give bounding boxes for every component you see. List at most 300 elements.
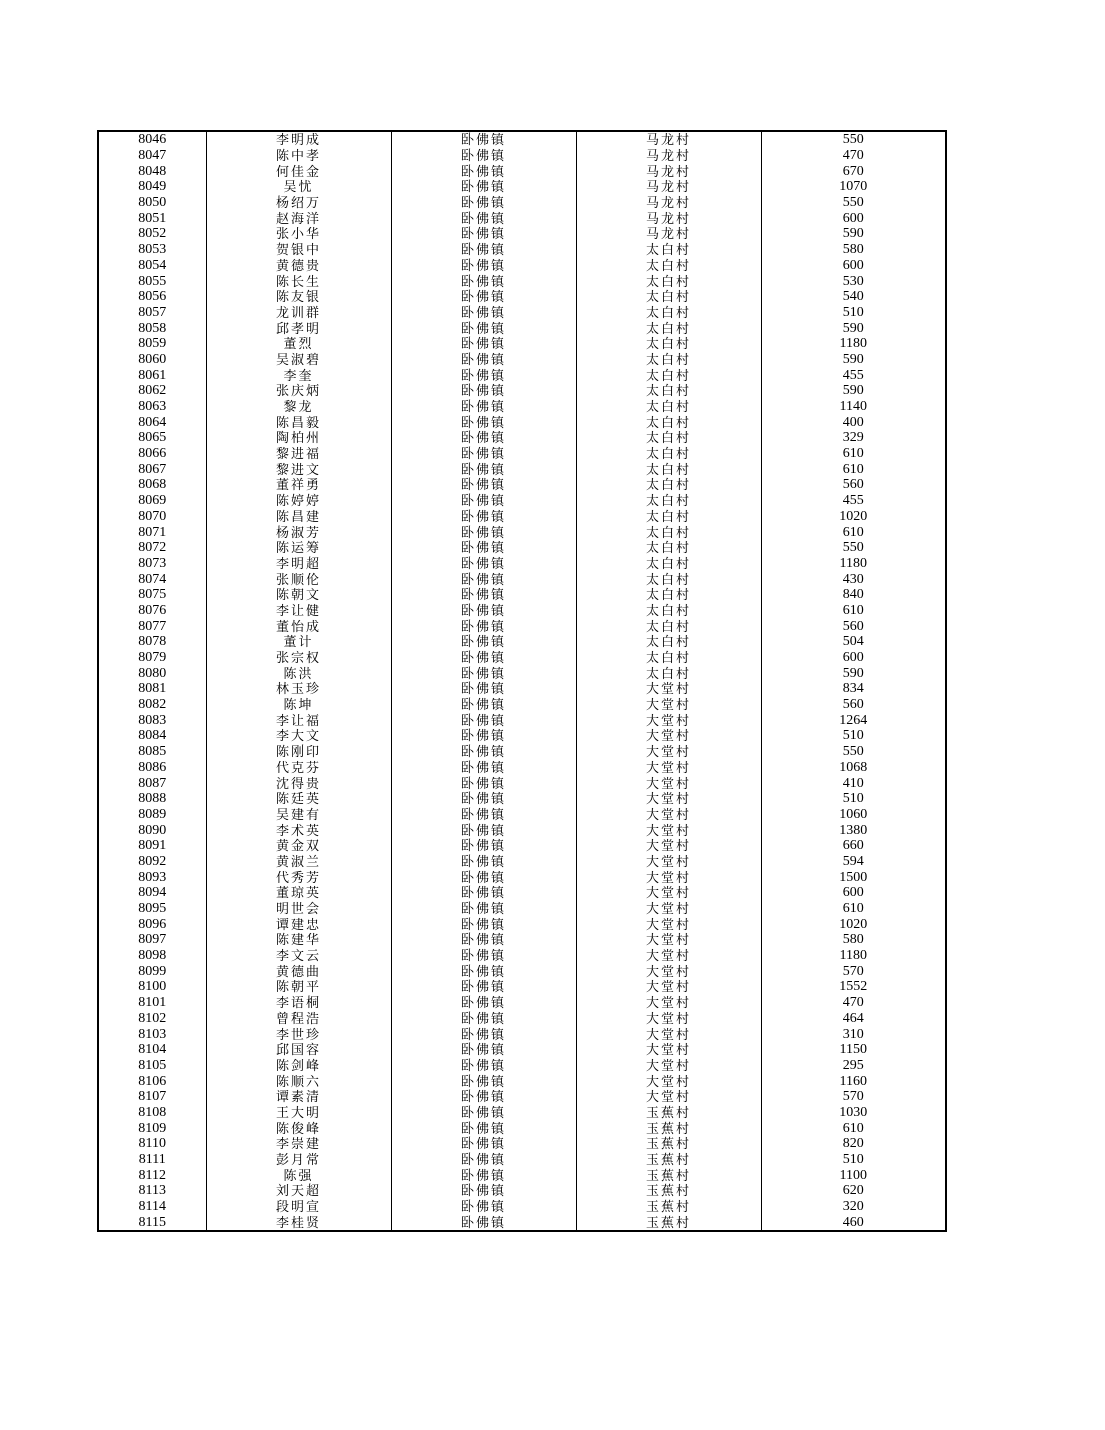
town-cell: 卧佛镇 xyxy=(391,352,576,368)
town-cell: 卧佛镇 xyxy=(391,760,576,776)
village-cell: 太白村 xyxy=(576,665,761,681)
town-cell: 卧佛镇 xyxy=(391,995,576,1011)
town-cell: 卧佛镇 xyxy=(391,854,576,870)
village-cell: 玉蕉村 xyxy=(576,1167,761,1183)
name-cell: 黄德贵 xyxy=(206,258,391,274)
amount-cell: 510 xyxy=(761,1152,946,1168)
table-row xyxy=(98,195,946,211)
row-id-cell: 8051 xyxy=(98,210,206,226)
amount-cell: 590 xyxy=(761,352,946,368)
amount-cell: 570 xyxy=(761,1089,946,1105)
village-cell: 太白村 xyxy=(576,509,761,525)
table-row xyxy=(98,336,946,352)
amount-cell: 320 xyxy=(761,1199,946,1215)
village-cell: 太白村 xyxy=(576,650,761,666)
amount-cell: 1150 xyxy=(761,1042,946,1058)
amount-cell: 590 xyxy=(761,383,946,399)
village-cell: 太白村 xyxy=(576,414,761,430)
town-cell: 卧佛镇 xyxy=(391,509,576,525)
table-row xyxy=(98,461,946,477)
amount-cell: 550 xyxy=(761,540,946,556)
town-cell: 卧佛镇 xyxy=(391,461,576,477)
amount-cell: 1552 xyxy=(761,979,946,995)
amount-cell: 455 xyxy=(761,367,946,383)
table-row xyxy=(98,916,946,932)
village-cell: 大堂村 xyxy=(576,697,761,713)
name-cell: 邱国容 xyxy=(206,1042,391,1058)
village-cell: 大堂村 xyxy=(576,916,761,932)
row-id-cell: 8074 xyxy=(98,571,206,587)
village-cell: 大堂村 xyxy=(576,932,761,948)
town-cell: 卧佛镇 xyxy=(391,446,576,462)
table-row xyxy=(98,932,946,948)
town-cell: 卧佛镇 xyxy=(391,336,576,352)
table-row xyxy=(98,634,946,650)
town-cell: 卧佛镇 xyxy=(391,979,576,995)
name-cell: 李让福 xyxy=(206,712,391,728)
village-cell: 太白村 xyxy=(576,273,761,289)
table-row xyxy=(98,963,946,979)
row-id-cell: 8090 xyxy=(98,822,206,838)
town-cell: 卧佛镇 xyxy=(391,1199,576,1215)
town-cell: 卧佛镇 xyxy=(391,414,576,430)
table-row xyxy=(98,1167,946,1183)
village-cell: 大堂村 xyxy=(576,854,761,870)
town-cell: 卧佛镇 xyxy=(391,258,576,274)
town-cell: 卧佛镇 xyxy=(391,728,576,744)
row-id-cell: 8107 xyxy=(98,1089,206,1105)
amount-cell: 560 xyxy=(761,697,946,713)
amount-cell: 550 xyxy=(761,131,946,148)
amount-cell: 550 xyxy=(761,744,946,760)
row-id-cell: 8076 xyxy=(98,603,206,619)
table-row xyxy=(98,775,946,791)
amount-cell: 600 xyxy=(761,650,946,666)
table-row xyxy=(98,854,946,870)
table-row xyxy=(98,446,946,462)
amount-cell: 540 xyxy=(761,289,946,305)
table-row xyxy=(98,885,946,901)
name-cell: 张小华 xyxy=(206,226,391,242)
name-cell: 陈朝平 xyxy=(206,979,391,995)
amount-cell: 510 xyxy=(761,305,946,321)
amount-cell: 610 xyxy=(761,603,946,619)
row-id-cell: 8097 xyxy=(98,932,206,948)
amount-cell: 594 xyxy=(761,854,946,870)
amount-cell: 560 xyxy=(761,477,946,493)
village-cell: 太白村 xyxy=(576,634,761,650)
name-cell: 代秀芳 xyxy=(206,869,391,885)
table-row xyxy=(98,1199,946,1215)
name-cell: 李明超 xyxy=(206,556,391,572)
table-row xyxy=(98,148,946,164)
name-cell: 明世会 xyxy=(206,901,391,917)
name-cell: 吴忧 xyxy=(206,179,391,195)
table-row xyxy=(98,744,946,760)
row-id-cell: 8091 xyxy=(98,838,206,854)
town-cell: 卧佛镇 xyxy=(391,822,576,838)
amount-cell: 550 xyxy=(761,195,946,211)
table-row xyxy=(98,697,946,713)
row-id-cell: 8106 xyxy=(98,1073,206,1089)
name-cell: 沈得贵 xyxy=(206,775,391,791)
village-cell: 太白村 xyxy=(576,540,761,556)
table-row xyxy=(98,1214,946,1231)
town-cell: 卧佛镇 xyxy=(391,1152,576,1168)
name-cell: 李世珍 xyxy=(206,1026,391,1042)
town-cell: 卧佛镇 xyxy=(391,131,576,148)
amount-cell: 430 xyxy=(761,571,946,587)
town-cell: 卧佛镇 xyxy=(391,1089,576,1105)
village-cell: 大堂村 xyxy=(576,791,761,807)
row-id-cell: 8101 xyxy=(98,995,206,1011)
town-cell: 卧佛镇 xyxy=(391,744,576,760)
town-cell: 卧佛镇 xyxy=(391,556,576,572)
table-row xyxy=(98,493,946,509)
row-id-cell: 8089 xyxy=(98,807,206,823)
amount-cell: 580 xyxy=(761,242,946,258)
town-cell: 卧佛镇 xyxy=(391,540,576,556)
row-id-cell: 8077 xyxy=(98,618,206,634)
name-cell: 代克芬 xyxy=(206,760,391,776)
village-cell: 太白村 xyxy=(576,258,761,274)
village-cell: 大堂村 xyxy=(576,1011,761,1027)
row-id-cell: 8046 xyxy=(98,131,206,148)
name-cell: 黄淑兰 xyxy=(206,854,391,870)
town-cell: 卧佛镇 xyxy=(391,916,576,932)
town-cell: 卧佛镇 xyxy=(391,524,576,540)
row-id-cell: 8056 xyxy=(98,289,206,305)
town-cell: 卧佛镇 xyxy=(391,571,576,587)
row-id-cell: 8054 xyxy=(98,258,206,274)
table-row xyxy=(98,210,946,226)
table-row xyxy=(98,320,946,336)
table-row xyxy=(98,1026,946,1042)
town-cell: 卧佛镇 xyxy=(391,1042,576,1058)
amount-cell: 834 xyxy=(761,681,946,697)
amount-cell: 510 xyxy=(761,728,946,744)
table-row xyxy=(98,791,946,807)
town-cell: 卧佛镇 xyxy=(391,383,576,399)
name-cell: 黄德曲 xyxy=(206,963,391,979)
village-cell: 大堂村 xyxy=(576,901,761,917)
name-cell: 吴淑碧 xyxy=(206,352,391,368)
row-id-cell: 8111 xyxy=(98,1152,206,1168)
name-cell: 刘天超 xyxy=(206,1183,391,1199)
village-cell: 大堂村 xyxy=(576,948,761,964)
row-id-cell: 8105 xyxy=(98,1058,206,1074)
row-id-cell: 8060 xyxy=(98,352,206,368)
amount-cell: 504 xyxy=(761,634,946,650)
amount-cell: 610 xyxy=(761,901,946,917)
village-cell: 太白村 xyxy=(576,477,761,493)
table-row xyxy=(98,712,946,728)
name-cell: 董怡成 xyxy=(206,618,391,634)
row-id-cell: 8057 xyxy=(98,305,206,321)
row-id-cell: 8113 xyxy=(98,1183,206,1199)
amount-cell: 590 xyxy=(761,320,946,336)
village-cell: 大堂村 xyxy=(576,1073,761,1089)
row-id-cell: 8095 xyxy=(98,901,206,917)
name-cell: 贺银中 xyxy=(206,242,391,258)
name-cell: 董计 xyxy=(206,634,391,650)
table-row xyxy=(98,477,946,493)
village-cell: 大堂村 xyxy=(576,744,761,760)
village-cell: 玉蕉村 xyxy=(576,1199,761,1215)
row-id-cell: 8061 xyxy=(98,367,206,383)
row-id-cell: 8078 xyxy=(98,634,206,650)
table-row xyxy=(98,618,946,634)
table-row xyxy=(98,258,946,274)
town-cell: 卧佛镇 xyxy=(391,665,576,681)
town-cell: 卧佛镇 xyxy=(391,932,576,948)
amount-cell: 1070 xyxy=(761,179,946,195)
village-cell: 大堂村 xyxy=(576,885,761,901)
name-cell: 张顺伦 xyxy=(206,571,391,587)
village-cell: 玉蕉村 xyxy=(576,1120,761,1136)
town-cell: 卧佛镇 xyxy=(391,320,576,336)
row-id-cell: 8055 xyxy=(98,273,206,289)
village-cell: 大堂村 xyxy=(576,1026,761,1042)
name-cell: 邱孝明 xyxy=(206,320,391,336)
village-cell: 大堂村 xyxy=(576,822,761,838)
table-row xyxy=(98,603,946,619)
amount-cell: 670 xyxy=(761,163,946,179)
town-cell: 卧佛镇 xyxy=(391,1073,576,1089)
village-cell: 大堂村 xyxy=(576,838,761,854)
row-id-cell: 8073 xyxy=(98,556,206,572)
village-cell: 太白村 xyxy=(576,430,761,446)
row-id-cell: 8052 xyxy=(98,226,206,242)
table-body xyxy=(98,131,946,1231)
name-cell: 李桂贤 xyxy=(206,1214,391,1231)
village-cell: 大堂村 xyxy=(576,775,761,791)
name-cell: 陈昌毅 xyxy=(206,414,391,430)
row-id-cell: 8050 xyxy=(98,195,206,211)
village-cell: 玉蕉村 xyxy=(576,1214,761,1231)
town-cell: 卧佛镇 xyxy=(391,477,576,493)
row-id-cell: 8085 xyxy=(98,744,206,760)
village-cell: 大堂村 xyxy=(576,963,761,979)
table-row xyxy=(98,1183,946,1199)
town-cell: 卧佛镇 xyxy=(391,681,576,697)
amount-cell: 580 xyxy=(761,932,946,948)
village-cell: 马龙村 xyxy=(576,210,761,226)
amount-cell: 464 xyxy=(761,1011,946,1027)
row-id-cell: 8114 xyxy=(98,1199,206,1215)
name-cell: 陶柏州 xyxy=(206,430,391,446)
village-cell: 大堂村 xyxy=(576,760,761,776)
amount-cell: 610 xyxy=(761,446,946,462)
name-cell: 李语桐 xyxy=(206,995,391,1011)
town-cell: 卧佛镇 xyxy=(391,697,576,713)
row-id-cell: 8110 xyxy=(98,1136,206,1152)
amount-cell: 600 xyxy=(761,885,946,901)
name-cell: 曾程浩 xyxy=(206,1011,391,1027)
name-cell: 王大明 xyxy=(206,1105,391,1121)
amount-cell: 329 xyxy=(761,430,946,446)
name-cell: 陈友银 xyxy=(206,289,391,305)
row-id-cell: 8067 xyxy=(98,461,206,477)
town-cell: 卧佛镇 xyxy=(391,195,576,211)
amount-cell: 590 xyxy=(761,665,946,681)
village-cell: 太白村 xyxy=(576,242,761,258)
village-cell: 太白村 xyxy=(576,587,761,603)
row-id-cell: 8098 xyxy=(98,948,206,964)
amount-cell: 820 xyxy=(761,1136,946,1152)
town-cell: 卧佛镇 xyxy=(391,603,576,619)
town-cell: 卧佛镇 xyxy=(391,1167,576,1183)
town-cell: 卧佛镇 xyxy=(391,885,576,901)
amount-cell: 455 xyxy=(761,493,946,509)
village-cell: 太白村 xyxy=(576,336,761,352)
table-row xyxy=(98,430,946,446)
name-cell: 彭月常 xyxy=(206,1152,391,1168)
amount-cell: 470 xyxy=(761,148,946,164)
town-cell: 卧佛镇 xyxy=(391,1026,576,1042)
amount-cell: 610 xyxy=(761,461,946,477)
town-cell: 卧佛镇 xyxy=(391,226,576,242)
town-cell: 卧佛镇 xyxy=(391,210,576,226)
town-cell: 卧佛镇 xyxy=(391,650,576,666)
table-row xyxy=(98,163,946,179)
table-row xyxy=(98,1152,946,1168)
amount-cell: 570 xyxy=(761,963,946,979)
table-row xyxy=(98,509,946,525)
village-cell: 大堂村 xyxy=(576,995,761,1011)
table-row xyxy=(98,995,946,1011)
row-id-cell: 8070 xyxy=(98,509,206,525)
town-cell: 卧佛镇 xyxy=(391,838,576,854)
row-id-cell: 8086 xyxy=(98,760,206,776)
name-cell: 李让健 xyxy=(206,603,391,619)
amount-cell: 460 xyxy=(761,1214,946,1231)
name-cell: 李奎 xyxy=(206,367,391,383)
name-cell: 李文云 xyxy=(206,948,391,964)
village-cell: 玉蕉村 xyxy=(576,1105,761,1121)
table-row xyxy=(98,665,946,681)
table-row xyxy=(98,681,946,697)
amount-cell: 610 xyxy=(761,524,946,540)
village-cell: 大堂村 xyxy=(576,1089,761,1105)
table-row xyxy=(98,383,946,399)
village-cell: 太白村 xyxy=(576,461,761,477)
village-cell: 太白村 xyxy=(576,524,761,540)
village-cell: 马龙村 xyxy=(576,226,761,242)
amount-cell: 840 xyxy=(761,587,946,603)
row-id-cell: 8063 xyxy=(98,399,206,415)
town-cell: 卧佛镇 xyxy=(391,242,576,258)
amount-cell: 1180 xyxy=(761,948,946,964)
name-cell: 陈强 xyxy=(206,1167,391,1183)
table-row xyxy=(98,289,946,305)
name-cell: 陈婷婷 xyxy=(206,493,391,509)
village-cell: 大堂村 xyxy=(576,807,761,823)
town-cell: 卧佛镇 xyxy=(391,430,576,446)
amount-cell: 310 xyxy=(761,1026,946,1042)
town-cell: 卧佛镇 xyxy=(391,163,576,179)
table-row xyxy=(98,352,946,368)
data-table xyxy=(97,130,947,1232)
amount-cell: 1060 xyxy=(761,807,946,823)
amount-cell: 410 xyxy=(761,775,946,791)
amount-cell: 1180 xyxy=(761,556,946,572)
amount-cell: 1500 xyxy=(761,869,946,885)
town-cell: 卧佛镇 xyxy=(391,618,576,634)
name-cell: 陈长生 xyxy=(206,273,391,289)
table-row xyxy=(98,1042,946,1058)
town-cell: 卧佛镇 xyxy=(391,289,576,305)
name-cell: 陈刚印 xyxy=(206,744,391,760)
table-row xyxy=(98,807,946,823)
town-cell: 卧佛镇 xyxy=(391,148,576,164)
row-id-cell: 8065 xyxy=(98,430,206,446)
name-cell: 陈俊峰 xyxy=(206,1120,391,1136)
table-row xyxy=(98,979,946,995)
name-cell: 林玉珍 xyxy=(206,681,391,697)
amount-cell: 1020 xyxy=(761,916,946,932)
village-cell: 太白村 xyxy=(576,383,761,399)
amount-cell: 1068 xyxy=(761,760,946,776)
village-cell: 太白村 xyxy=(576,493,761,509)
name-cell: 陈顺六 xyxy=(206,1073,391,1089)
row-id-cell: 8096 xyxy=(98,916,206,932)
village-cell: 太白村 xyxy=(576,352,761,368)
name-cell: 赵海洋 xyxy=(206,210,391,226)
town-cell: 卧佛镇 xyxy=(391,948,576,964)
name-cell: 黎进文 xyxy=(206,461,391,477)
village-cell: 太白村 xyxy=(576,446,761,462)
row-id-cell: 8059 xyxy=(98,336,206,352)
table-row xyxy=(98,226,946,242)
town-cell: 卧佛镇 xyxy=(391,807,576,823)
name-cell: 李大文 xyxy=(206,728,391,744)
village-cell: 太白村 xyxy=(576,556,761,572)
name-cell: 谭素清 xyxy=(206,1089,391,1105)
amount-cell: 600 xyxy=(761,210,946,226)
village-cell: 大堂村 xyxy=(576,1042,761,1058)
row-id-cell: 8088 xyxy=(98,791,206,807)
amount-cell: 590 xyxy=(761,226,946,242)
name-cell: 李明成 xyxy=(206,131,391,148)
row-id-cell: 8083 xyxy=(98,712,206,728)
name-cell: 李崇建 xyxy=(206,1136,391,1152)
table-row xyxy=(98,728,946,744)
name-cell: 何佳金 xyxy=(206,163,391,179)
name-cell: 陈朝文 xyxy=(206,587,391,603)
row-id-cell: 8053 xyxy=(98,242,206,258)
village-cell: 马龙村 xyxy=(576,179,761,195)
table-row xyxy=(98,305,946,321)
town-cell: 卧佛镇 xyxy=(391,1058,576,1074)
village-cell: 玉蕉村 xyxy=(576,1136,761,1152)
row-id-cell: 8092 xyxy=(98,854,206,870)
amount-cell: 660 xyxy=(761,838,946,854)
name-cell: 张宗权 xyxy=(206,650,391,666)
village-cell: 太白村 xyxy=(576,618,761,634)
village-cell: 玉蕉村 xyxy=(576,1183,761,1199)
amount-cell: 530 xyxy=(761,273,946,289)
town-cell: 卧佛镇 xyxy=(391,963,576,979)
row-id-cell: 8058 xyxy=(98,320,206,336)
name-cell: 黄金双 xyxy=(206,838,391,854)
row-id-cell: 8049 xyxy=(98,179,206,195)
town-cell: 卧佛镇 xyxy=(391,587,576,603)
town-cell: 卧佛镇 xyxy=(391,869,576,885)
row-id-cell: 8094 xyxy=(98,885,206,901)
table-row xyxy=(98,948,946,964)
name-cell: 杨淑芳 xyxy=(206,524,391,540)
